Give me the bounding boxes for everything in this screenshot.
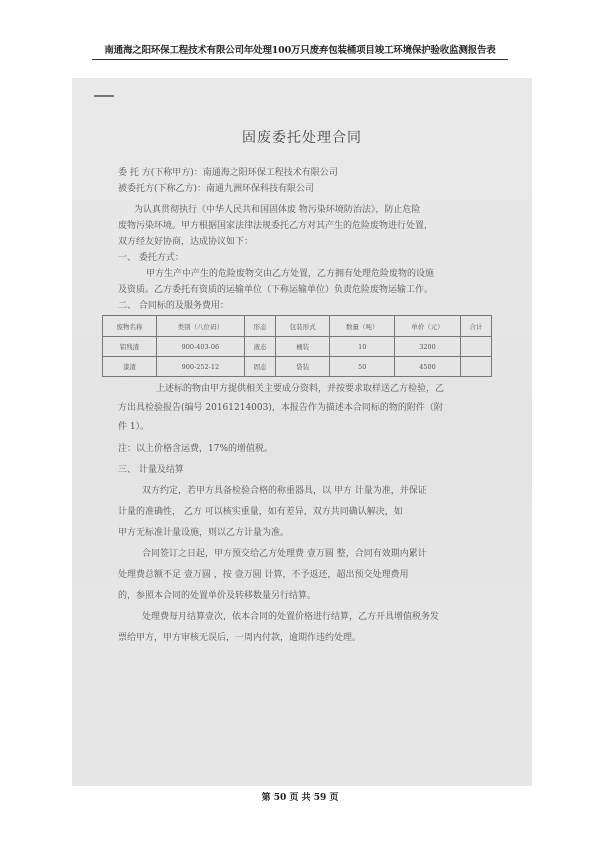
section-3-line: 票给甲方，甲方审核无误后，一周内付款，逾期作违约处理。	[118, 633, 362, 643]
intro-line: 双方经友好协商，达成协议如下：	[118, 237, 254, 247]
section-1-line: 甲方生产中产生的危险废物交由乙方处置，乙方拥有处理危险废物的设施	[146, 269, 435, 279]
after-table-line: 方出具检验报告(编号 20161214003)，本报告作为描述本合同标的物的附件（附	[118, 403, 443, 413]
price-note: 注：以上价格含运费，17%的增值税。	[118, 444, 274, 454]
section-3-line: 处理费每月结算壹次，依本合同的处置价格进行结算，乙方开具增值税务发	[142, 612, 440, 622]
page-number: 第 50 页 共 59 页	[261, 793, 339, 803]
report-header-title: 南通海之阳环保工程技术有限公司年处理100万只废弃包装桶项目竣工环境保护验收监测报告表	[92, 42, 508, 60]
after-table-line: 上述标的物由甲方提供相关主要成分资料，并按要求取样送乙方检验，乙	[156, 384, 445, 394]
section-3-line: 合同签订之日起，甲方预交给乙方处理费 壹万圆 整，合同有效期内累计	[142, 549, 427, 559]
party-b: 被委托方(下称乙方)：南通九洲环保科技有限公司	[118, 184, 315, 194]
table-cell	[460, 357, 491, 377]
table-row	[103, 357, 492, 377]
table-cell: 50	[330, 357, 395, 377]
table-cell: 900-252-12	[156, 357, 244, 377]
table-cell: 10	[330, 337, 395, 357]
section-3-line: 处理费总额不足 壹万圆 ，按 壹万圆 计算，不予返还，超出预交处理费用	[118, 570, 409, 580]
intro-line: 为认真贯彻执行《中华人民共和国固体废 物污染环境防治法》，防止危险	[134, 205, 421, 215]
table-cell: 液态	[244, 337, 275, 357]
section-3-title: 三、 计量及结算	[118, 465, 184, 475]
section-3-line: 双方约定，若甲方具备检验合格的称重器具，以 甲方 计量为准，并保证	[142, 486, 427, 496]
table-header-cell: 合计	[460, 316, 491, 337]
table-cell: 铝残渣	[103, 337, 157, 357]
section-3-line: 甲方无标准计量设施，则以乙方计量为准。	[118, 528, 290, 538]
table-header-cell: 废物名称	[103, 316, 157, 337]
table-cell: 4500	[395, 357, 460, 377]
section-1-title: 一、 委托方式：	[118, 253, 184, 263]
scan-mark	[94, 95, 114, 97]
table-cell: 3200	[395, 337, 460, 357]
table-row	[103, 337, 492, 357]
intro-line: 废物污染环境。甲方根据国家法律法规委托乙方对其产生的危险废物进行处置，	[118, 221, 434, 231]
section-3-line: 的，参照本合同的处置单价及转移数量另行结算。	[118, 591, 317, 601]
section-3-line: 计量的准确性， 乙方 可以核实重量，如有差异，双方共同确认解决，如	[118, 507, 403, 517]
table-header-cell: 形态	[244, 316, 275, 337]
table-cell	[460, 337, 491, 357]
table-cell: 桶装	[276, 337, 330, 357]
contract-title: 固废委托处理合同	[242, 130, 362, 146]
after-table-line: 件 1）。	[118, 422, 150, 432]
table-cell: 袋装	[276, 357, 330, 377]
table-header-cell: 单价（元）	[395, 316, 460, 337]
section-1-line: 及资质。乙方委托有资质的运输单位（下称运输单位）负责危险废物运输工作。	[118, 285, 434, 295]
table-cell: 固态	[244, 357, 275, 377]
section-2-title: 二、 合同标的及服务费用：	[118, 301, 229, 311]
waste-items-table	[102, 315, 492, 377]
party-a: 委 托 方(下称甲方)：南通海之阳环保工程技术有限公司	[118, 168, 338, 178]
table-header-row	[103, 316, 492, 337]
table-cell: 900-403-06	[156, 337, 244, 357]
table-header-cell: 类别（八位码）	[156, 316, 244, 337]
table-cell: 漆渣	[103, 357, 157, 377]
scanned-contract-page	[72, 78, 532, 786]
table-header-cell: 包装形式	[276, 316, 330, 337]
table-header-cell: 数量（吨）	[330, 316, 395, 337]
